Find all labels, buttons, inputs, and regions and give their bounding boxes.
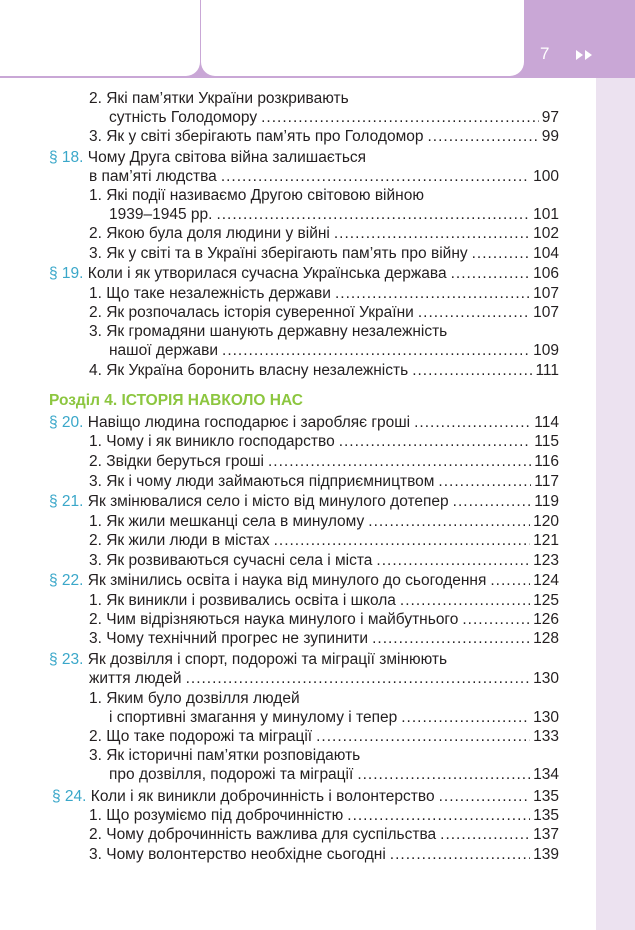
toc-item-text: 1. Що таке незалежність держави	[89, 285, 331, 302]
toc-item-text: 3. Як громадяни шанують державну незалежність	[89, 323, 448, 340]
toc-section-title: Як змінювалися село і місто від минулого дотепер	[87, 493, 449, 510]
toc-item[interactable]	[109, 765, 559, 784]
toc-item-text: 3. Як історичні пам’ятки розповідають	[89, 747, 361, 764]
chapter-heading[interactable]: Розділ 4. ІСТОРІЯ НАВКОЛО НАС	[49, 392, 303, 409]
toc-section-heading[interactable]	[49, 571, 559, 590]
toc-page-number: 97	[541, 109, 559, 126]
dot-leader	[357, 765, 530, 784]
header-left-panel	[0, 0, 200, 76]
dot-leader	[186, 669, 531, 688]
toc-item-text: 2. Як розпочалась історія суверенної України	[89, 304, 414, 321]
toc-item-text: 3. Чому технічний прогрес не зупинити	[89, 630, 369, 647]
dot-leader	[439, 787, 531, 806]
dot-leader	[368, 512, 530, 531]
toc-section-heading[interactable]	[49, 650, 447, 669]
toc-page-number: 130	[533, 670, 559, 687]
toc-item[interactable]	[89, 472, 559, 491]
toc-item-text: про дозвілля, подорожі та міграції	[109, 766, 354, 783]
toc-page-number: 124	[533, 572, 559, 589]
toc-section-heading[interactable]	[49, 148, 366, 167]
dot-leader	[472, 244, 531, 263]
toc-page-number: 137	[533, 826, 559, 843]
toc-page-number: 100	[533, 168, 559, 185]
toc-item[interactable]	[109, 205, 559, 224]
toc-section-title: Як дозвілля і спорт, подорожі та міграції змінюють	[87, 651, 448, 668]
toc-page-number: 107	[533, 285, 559, 302]
toc-item-text: 1939–1945 рр.	[109, 206, 213, 223]
toc-item[interactable]	[89, 629, 559, 648]
dot-leader	[222, 341, 530, 360]
dot-leader	[334, 224, 530, 243]
section-marker: § 23.	[49, 651, 84, 668]
toc-item-text: 2. Чим відрізняються наука минулого і майбутнього	[89, 611, 459, 628]
toc-section-heading[interactable]	[49, 264, 559, 283]
toc-section-title: Чому Друга світова війна залишається	[87, 149, 367, 166]
toc-item-text: 1. Що розуміємо під доброчинністю	[89, 807, 344, 824]
toc-page-number: 111	[535, 362, 559, 379]
dot-leader	[400, 591, 530, 610]
toc-item[interactable]	[89, 244, 559, 263]
section-marker: § 20.	[49, 414, 84, 431]
toc-page-number: 117	[534, 473, 559, 490]
toc-item[interactable]	[109, 341, 559, 360]
toc-page-number: 115	[534, 433, 559, 450]
page-number: 7	[540, 44, 550, 63]
toc-item[interactable]	[89, 303, 559, 322]
toc-section-title: Як змінились освіта і наука від минулого до сьогодення	[87, 572, 487, 589]
toc-item-text: 1. Чому і як виникло господарство	[89, 433, 335, 450]
dot-leader	[462, 610, 530, 629]
toc-item-text: 2. Якою була доля людини у війні	[89, 225, 330, 242]
toc-item-text: 2. Які пам’ятки України розкривають	[89, 90, 349, 107]
toc-page-number: 128	[533, 630, 559, 647]
header-middle-panel	[201, 0, 524, 76]
dot-leader	[316, 727, 530, 746]
section-marker: § 24.	[52, 788, 87, 805]
toc-item[interactable]	[109, 108, 559, 127]
double-chevron-right-icon	[576, 50, 594, 60]
toc-item[interactable]	[89, 551, 559, 570]
toc-item[interactable]	[89, 127, 559, 146]
toc-page-number: 123	[533, 552, 559, 569]
dot-leader	[339, 432, 532, 451]
toc-item-text: 1. Як виникли і розвивались освіта і школа	[89, 592, 396, 609]
toc-section-title: в пам’яті людства	[89, 168, 217, 185]
dot-leader	[451, 264, 531, 283]
toc-item[interactable]	[89, 361, 559, 380]
side-strip	[596, 78, 635, 930]
toc-page-number: 121	[533, 532, 559, 549]
toc-section-heading[interactable]	[52, 787, 559, 806]
dot-leader	[438, 472, 531, 491]
dot-leader	[221, 167, 530, 186]
toc-page-number: 135	[533, 807, 559, 824]
dot-leader	[372, 629, 530, 648]
toc-item[interactable]	[89, 432, 559, 451]
toc-item-text: 4. Як Україна боронить власну незалежність	[89, 362, 409, 379]
toc-page-number: 130	[533, 709, 559, 726]
toc-item[interactable]	[89, 591, 559, 610]
toc-item-text: 2. Чому доброчинність важлива для суспільства	[89, 826, 437, 843]
dot-leader	[440, 825, 530, 844]
toc-item-text: 2. Що таке подорожі та міграції	[89, 728, 313, 745]
section-marker: § 19.	[49, 265, 84, 282]
dot-leader	[390, 845, 530, 864]
section-marker: § 22.	[49, 572, 84, 589]
toc-item-text: і спортивні змагання у минулому і тепер	[109, 709, 398, 726]
toc-page-number: 116	[534, 453, 559, 470]
dot-leader	[268, 452, 531, 471]
toc-item[interactable]	[89, 610, 559, 629]
dot-leader	[453, 492, 532, 511]
toc-item[interactable]	[109, 708, 559, 727]
toc-item[interactable]	[89, 452, 559, 471]
toc-item[interactable]	[89, 531, 559, 550]
dot-leader	[490, 571, 530, 590]
toc-section-title: Коли і як утворилася сучасна Українська держава	[87, 265, 447, 282]
toc-item[interactable]	[89, 284, 559, 303]
toc-item[interactable]	[89, 512, 559, 531]
toc-page-number: 125	[533, 592, 559, 609]
toc-page-number: 99	[541, 128, 559, 145]
dot-leader	[428, 127, 539, 146]
dot-leader	[216, 205, 530, 224]
toc-item-text: 2. Звідки беруться гроші	[89, 453, 264, 470]
toc-item-text: 3. Як і чому люди займаються підприємництвом	[89, 473, 435, 490]
toc-item[interactable]	[89, 224, 559, 243]
toc-page-number: 133	[533, 728, 559, 745]
toc-item[interactable]	[89, 845, 559, 864]
toc-page-number: 101	[533, 206, 559, 223]
dot-leader	[401, 708, 530, 727]
toc-section-title: життя людей	[89, 670, 182, 687]
dot-leader	[274, 531, 531, 550]
toc-page-number: 104	[533, 245, 559, 262]
dot-leader	[347, 806, 530, 825]
dot-leader	[412, 361, 532, 380]
toc-item-text: 3. Як у світі зберігають пам’ять про Голодомор	[89, 128, 424, 145]
toc-page-number: 139	[533, 846, 559, 863]
toc-page-number: 135	[533, 788, 559, 805]
toc-section-title: Навіщо людина господарює і заробляє гроші	[87, 414, 411, 431]
toc-section-title: Коли і як виникли доброчинність і волонтерство	[90, 788, 435, 805]
toc-page-number: 126	[533, 611, 559, 628]
toc-item[interactable]	[89, 167, 559, 186]
toc-item-text: 1. Які події називаємо Другою світовою війною	[89, 187, 424, 204]
toc-section-heading[interactable]	[49, 492, 559, 511]
toc-page-number: 114	[534, 414, 559, 431]
toc-page-number: 109	[533, 342, 559, 359]
section-marker: § 21.	[49, 493, 84, 510]
toc-item[interactable]	[89, 669, 559, 688]
toc-item[interactable]	[89, 825, 559, 844]
dot-leader	[418, 303, 530, 322]
toc-item-text: 1. Як жили мешканці села в минулому	[89, 513, 365, 530]
dot-leader	[335, 284, 530, 303]
section-marker: § 18.	[49, 149, 84, 166]
toc-item-text: нашої держави	[109, 342, 219, 359]
dot-leader	[414, 413, 531, 432]
toc-item[interactable]	[89, 727, 559, 746]
toc-item[interactable]	[89, 806, 559, 825]
toc-item-text: 2. Як жили люди в містах	[89, 532, 270, 549]
toc-page-number: 134	[533, 766, 559, 783]
toc-item-text: 3. Як розвиваються сучасні села і міста	[89, 552, 373, 569]
toc-page-number: 119	[534, 493, 559, 510]
toc-page-number: 120	[533, 513, 559, 530]
toc-page-number: 106	[533, 265, 559, 282]
toc-item-text: 3. Чому волонтерство необхідне сьогодні	[89, 846, 386, 863]
toc-section-heading[interactable]	[49, 413, 559, 432]
toc-page-number: 107	[533, 304, 559, 321]
dot-leader	[376, 551, 530, 570]
toc-page-number: 102	[533, 225, 559, 242]
toc-item-text: 1. Яким було дозвілля людей	[89, 690, 300, 707]
toc-item-text: сутність Голодомору	[109, 109, 258, 126]
toc-item-text: 3. Як у світі та в Україні зберігають пам’ять про війну	[89, 245, 468, 262]
dot-leader	[261, 108, 539, 127]
